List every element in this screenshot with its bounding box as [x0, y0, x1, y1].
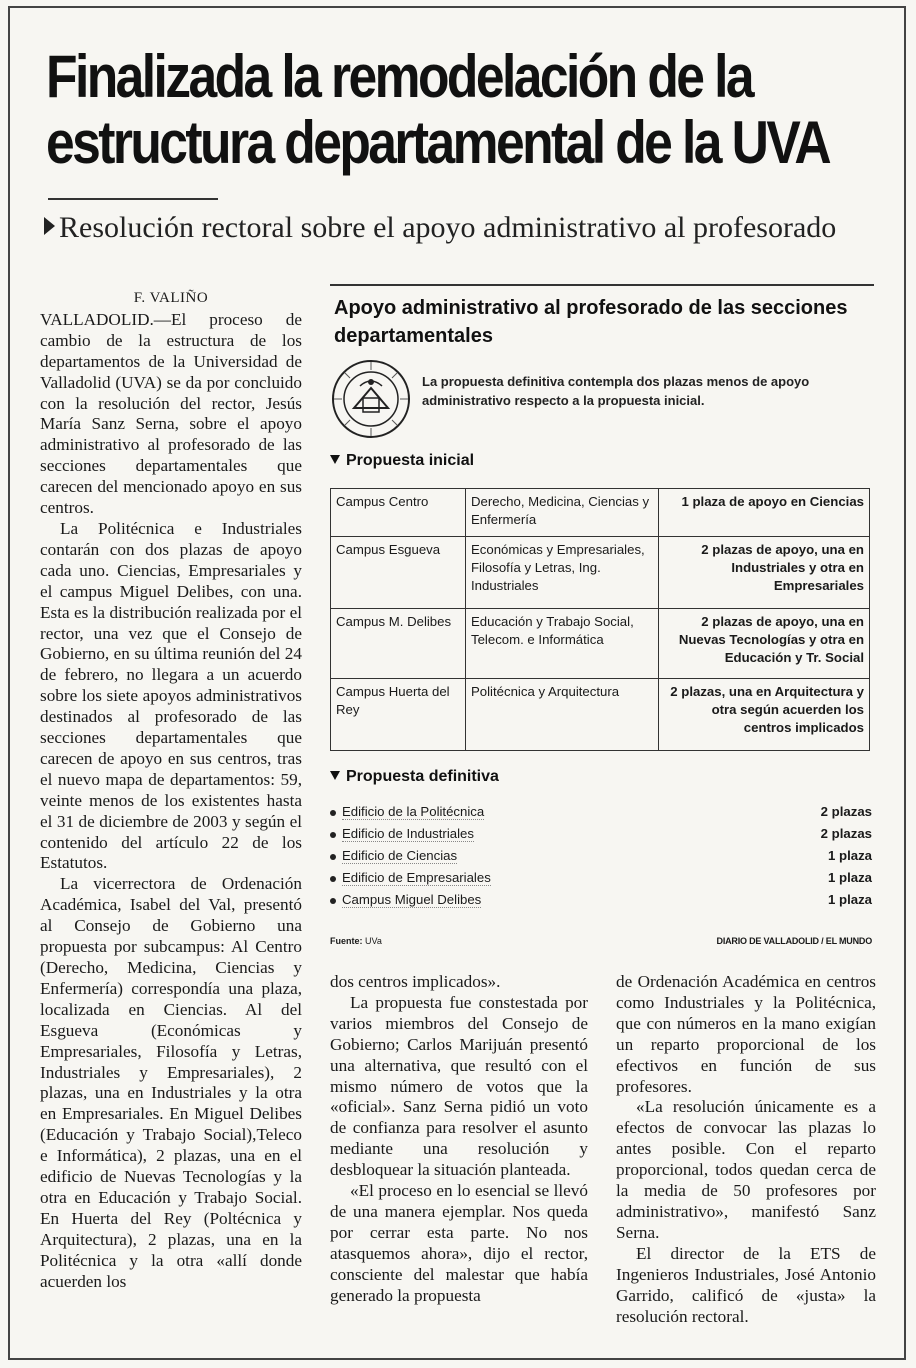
final-proposal-heading: [330, 768, 499, 786]
building-name: Campus Miguel Delibes: [342, 892, 482, 907]
initial-heading-text: Propuesta inicial: [346, 452, 475, 469]
table-row: [331, 679, 870, 751]
centers-cell: Derecho, Medicina, Ciencias y Enfermería: [466, 489, 659, 537]
centers-cell: Educación y Trabajo Social, Telecom. e Informática: [466, 609, 659, 679]
paragraph: La Politécnica e Industriales contarán con dos plazas de apoyo cada uno. Ciencias, Empresariales y el campus Miguel Delibes, con una. Esta es la distribución realizada por el rector, una vez que el Consejo de Gobierno, en su última reunión del 24 de febrero, no llegara a un acuerdo sobre los siete apoyos administrativos destinados al profesorado de las secciones departamentales que carecen de apoyo en sus centros, tras el nuevo mapa de departamentos: 59, veinte menos de los existentes hasta el 31 de diciembre de 2003 y según el contenido del artículo 22 de los Estatutos.: [40, 518, 302, 873]
subheadline-text: Resolución rectoral sobre el apoyo administrativo al profesorado: [59, 211, 837, 244]
headline-line-1: Finalizada la remodelación de la: [46, 43, 753, 110]
list-item: [330, 802, 872, 824]
final-proposal-list: [330, 802, 872, 912]
infobox-rule: [330, 284, 874, 286]
campus-cell: Campus Huerta del Rey: [331, 679, 466, 751]
table-row: [331, 489, 870, 537]
paragraph: «La resolución únicamente es a efectos de convocar las plazas lo antes posible. Con el reparto proporcional, todos quedan cerca de la media de 50 profesores por administrativo», manifestó Sanz Serna.: [616, 1097, 876, 1242]
university-seal-icon: [330, 358, 412, 440]
final-heading-text: Propuesta definitiva: [346, 768, 499, 785]
paragraph: El director de la ETS de Ingenieros Industriales, José Antonio Garrido, calificó de «justa» la resolución rectoral.: [616, 1243, 876, 1326]
allocation-cell: 2 plazas de apoyo, una en Nuevas Tecnologías y otra en Educación y Tr. Social: [659, 609, 870, 679]
subheadline: [44, 208, 894, 248]
triangle-bullet-icon: [44, 217, 55, 235]
centers-cell: Económicas y Empresariales, Filosofía y Letras, Ing. Industriales: [466, 537, 659, 609]
headline-line-2: estructura departamental de la UVA: [46, 109, 830, 176]
seat-count: 2 plazas: [820, 826, 872, 841]
source-value: UVa: [365, 936, 382, 946]
seat-count: 1 plaza: [828, 892, 872, 907]
table-row: [331, 609, 870, 679]
allocation-cell: 2 plazas, una en Arquitectura y otra según acuerden los centros implicados: [659, 679, 870, 751]
article-column-2: [330, 972, 588, 1307]
centers-cell: Politécnica y Arquitectura: [466, 679, 659, 751]
article-column-3: [616, 972, 876, 1327]
initial-proposal-heading: [330, 452, 474, 470]
allocation-cell: 2 plazas de apoyo, una en Industriales y otra en Empresariales: [659, 537, 870, 609]
infobox-title: Apoyo administrativo al profesorado de las secciones departamentales: [334, 297, 848, 347]
paragraph: «El proceso en lo esencial se llevó de una manera ejemplar. Nos queda por cerrar esta parte. No nos atasquemos ahora», dijo el rector, consciente del malestar que había generado la propuesta: [330, 1181, 588, 1305]
table-row: [331, 537, 870, 609]
triangle-down-icon: [330, 771, 340, 780]
seat-count: 2 plazas: [820, 804, 872, 819]
list-item: [330, 846, 872, 868]
list-item: [330, 868, 872, 890]
list-item: [330, 890, 872, 912]
paragraph: La vicerrectora de Ordenación Académica, Isabel del Val, presentó al Consejo de Gobierno una propuesta por subcampus: Al Centro (Derecho, Medicina, Ciencias y Enfermería) correspondía una plaza, localizada en Ciencias. Al del Esgueva (Económicas y Empresariales, Filosofía y Letras, Industriales y Empresariales), 2 plazas, una en Industriales y la otra en Empresariales. En Miguel Delibes (Educación y Trabajo Social),Teleco e Informática), 2 plazas, una en el edificio de Nuevas Tecnologías y la otra en Educación y Trabajo Social. En Huerta del Rey (Poltécnica y Arquitectura), 2 plazas, una en la Politécnica y la otra «allí donde acuerden los: [40, 874, 302, 1291]
headline-rule: [48, 198, 218, 200]
building-name: Edificio de Empresariales: [342, 870, 491, 885]
building-name: Edificio de Ciencias: [342, 848, 458, 863]
campus-cell: Campus Esgueva: [331, 537, 466, 609]
initial-proposal-table: [330, 488, 870, 751]
graphic-credit: DIARIO DE VALLADOLID / EL MUNDO: [716, 936, 872, 946]
paragraph: de Ordenación Académica en centros como Industriales y la Politécnica, que con números en la mano exigían un reparto proporcional de los efectivos en función de sus profesores.: [616, 972, 876, 1096]
seat-count: 1 plaza: [828, 848, 872, 863]
seat-count: 1 plaza: [828, 870, 872, 885]
building-name: Edificio de Industriales: [342, 826, 474, 841]
allocation-cell: 1 plaza de apoyo en Ciencias: [659, 489, 870, 537]
campus-cell: Campus M. Delibes: [331, 609, 466, 679]
byline: F. VALIÑO: [133, 290, 209, 306]
infobox-intro: La propuesta definitiva contempla dos plazas menos de apoyo administrativo respecto a la propuesta inicial.: [422, 374, 810, 408]
paragraph: VALLADOLID.—El proceso de cambio de la estructura de los departamentos de la Universidad de Valladolid (UVA) se da por concluido con la resolución del rector, Jesús María Sanz Serna, sobre el apoyo administrativo al profesorado de las secciones departamentales que carecen del mencionado apoyo en sus centros.: [40, 309, 302, 518]
paragraph: dos centros implicados».: [330, 972, 501, 991]
headline: [46, 43, 830, 176]
article-column-1: [40, 288, 302, 1293]
source-label: Fuente:: [330, 936, 363, 946]
campus-cell: Campus Centro: [331, 489, 466, 537]
triangle-down-icon: [330, 455, 340, 464]
building-name: Edificio de la Politécnica: [342, 804, 485, 819]
infobox: [330, 284, 874, 952]
paragraph: La propuesta fue constestada por varios miembros del Consejo de Gobierno; Carlos Marijuán presentó una alternativa, que resultó con el mismo número de votos que la «oficial». Sanz Serna pidió un voto de confianza para resolver el asunto mediante una resolución y desbloquear la situación planteada.: [330, 992, 588, 1180]
list-item: [330, 824, 872, 846]
source-note: [330, 936, 382, 946]
